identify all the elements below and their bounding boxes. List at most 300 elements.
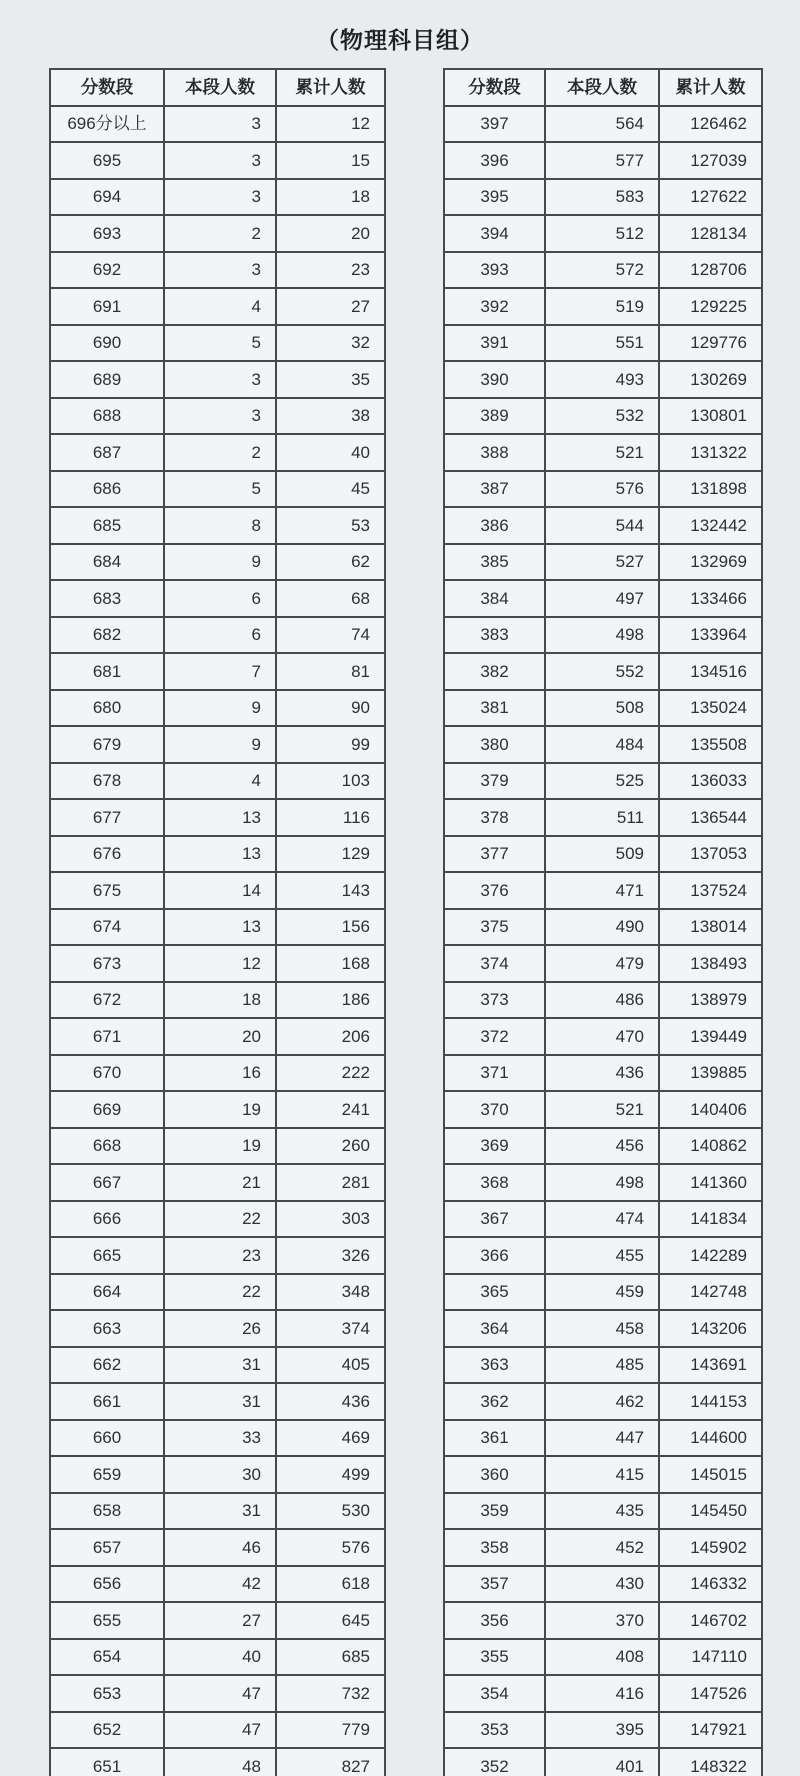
cell-cumulative-count: 147921 [659,1712,762,1749]
cell-segment-count: 521 [545,434,659,471]
cell-segment-count: 20 [164,1018,276,1055]
cell-score-range: 656 [50,1566,164,1603]
cell-segment-count: 430 [545,1566,659,1603]
table-row [444,799,762,836]
cell-score-range: 662 [50,1347,164,1384]
table-row [50,909,385,946]
cell-segment-count: 12 [164,945,276,982]
table-row [50,1529,385,1566]
cell-score-range: 696分以上 [50,106,164,143]
table-row [50,1201,385,1238]
cell-score-range: 388 [444,434,545,471]
cell-score-range: 376 [444,872,545,909]
cell-score-range: 380 [444,726,545,763]
table-row [444,1712,762,1749]
cell-cumulative-count: 140862 [659,1128,762,1165]
cell-score-range: 674 [50,909,164,946]
cell-cumulative-count: 103 [276,763,385,800]
cell-score-range: 397 [444,106,545,143]
cell-segment-count: 544 [545,507,659,544]
table-row [444,1237,762,1274]
cell-cumulative-count: 348 [276,1274,385,1311]
cell-segment-count: 4 [164,763,276,800]
column-header: 分数段 [444,69,545,106]
cell-segment-count: 5 [164,325,276,362]
cell-score-range: 369 [444,1128,545,1165]
cell-cumulative-count: 142748 [659,1274,762,1311]
cell-segment-count: 13 [164,836,276,873]
cell-score-range: 358 [444,1529,545,1566]
table-row [50,1602,385,1639]
cell-cumulative-count: 132442 [659,507,762,544]
cell-segment-count: 2 [164,215,276,252]
cell-score-range: 688 [50,398,164,435]
table-row [444,1602,762,1639]
cell-cumulative-count: 128706 [659,252,762,289]
cell-segment-count: 456 [545,1128,659,1165]
cell-segment-count: 551 [545,325,659,362]
cell-score-range: 670 [50,1055,164,1092]
cell-cumulative-count: 139449 [659,1018,762,1055]
table-row [444,982,762,1019]
cell-segment-count: 395 [545,1712,659,1749]
cell-segment-count: 9 [164,726,276,763]
table-row [444,179,762,216]
table-row [444,1055,762,1092]
cell-cumulative-count: 685 [276,1639,385,1676]
cell-segment-count: 5 [164,471,276,508]
table-row [50,726,385,763]
cell-score-range: 675 [50,872,164,909]
cell-score-range: 364 [444,1310,545,1347]
cell-cumulative-count: 405 [276,1347,385,1384]
table-row [444,106,762,143]
table-row [444,909,762,946]
cell-score-range: 393 [444,252,545,289]
cell-cumulative-count: 146332 [659,1566,762,1603]
cell-cumulative-count: 32 [276,325,385,362]
table-row [444,142,762,179]
cell-segment-count: 33 [164,1420,276,1457]
cell-cumulative-count: 40 [276,434,385,471]
cell-score-range: 381 [444,690,545,727]
cell-segment-count: 436 [545,1055,659,1092]
cell-score-range: 692 [50,252,164,289]
cell-segment-count: 4 [164,288,276,325]
table-row [444,1164,762,1201]
cell-segment-count: 485 [545,1347,659,1384]
cell-cumulative-count: 145450 [659,1493,762,1530]
cell-segment-count: 576 [545,471,659,508]
cell-segment-count: 370 [545,1602,659,1639]
cell-score-range: 394 [444,215,545,252]
cell-segment-count: 3 [164,179,276,216]
cell-cumulative-count: 146702 [659,1602,762,1639]
cell-cumulative-count: 129776 [659,325,762,362]
cell-segment-count: 19 [164,1128,276,1165]
cell-segment-count: 479 [545,945,659,982]
cell-score-range: 658 [50,1493,164,1530]
cell-cumulative-count: 20 [276,215,385,252]
score-table-left [49,68,386,1776]
cell-cumulative-count: 27 [276,288,385,325]
cell-segment-count: 3 [164,106,276,143]
cell-score-range: 684 [50,544,164,581]
table-row [50,617,385,654]
cell-cumulative-count: 281 [276,1164,385,1201]
column-header: 本段人数 [164,69,276,106]
table-row [444,1128,762,1165]
cell-score-range: 677 [50,799,164,836]
cell-segment-count: 470 [545,1018,659,1055]
cell-segment-count: 583 [545,179,659,216]
cell-segment-count: 18 [164,982,276,1019]
cell-cumulative-count: 147526 [659,1675,762,1712]
cell-segment-count: 486 [545,982,659,1019]
cell-cumulative-count: 499 [276,1456,385,1493]
cell-segment-count: 497 [545,580,659,617]
table-row [50,799,385,836]
table-row [444,544,762,581]
cell-cumulative-count: 129 [276,836,385,873]
cell-segment-count: 532 [545,398,659,435]
cell-score-range: 691 [50,288,164,325]
cell-segment-count: 493 [545,361,659,398]
cell-score-range: 392 [444,288,545,325]
cell-cumulative-count: 15 [276,142,385,179]
cell-cumulative-count: 469 [276,1420,385,1457]
cell-segment-count: 22 [164,1274,276,1311]
cell-segment-count: 512 [545,215,659,252]
cell-cumulative-count: 35 [276,361,385,398]
table-row [50,434,385,471]
score-table-right [443,68,763,1776]
table-row [444,1420,762,1457]
cell-score-range: 385 [444,544,545,581]
cell-segment-count: 415 [545,1456,659,1493]
cell-cumulative-count: 530 [276,1493,385,1530]
column-header: 累计人数 [659,69,762,106]
cell-cumulative-count: 143 [276,872,385,909]
table-row [50,1091,385,1128]
cell-segment-count: 8 [164,507,276,544]
table-row [444,325,762,362]
cell-cumulative-count: 132969 [659,544,762,581]
cell-score-range: 668 [50,1128,164,1165]
table-row [50,544,385,581]
cell-cumulative-count: 135024 [659,690,762,727]
cell-segment-count: 3 [164,142,276,179]
cell-cumulative-count: 53 [276,507,385,544]
cell-cumulative-count: 62 [276,544,385,581]
cell-segment-count: 31 [164,1383,276,1420]
cell-cumulative-count: 576 [276,1529,385,1566]
cell-score-range: 676 [50,836,164,873]
cell-cumulative-count: 139885 [659,1055,762,1092]
table-row [444,653,762,690]
cell-segment-count: 21 [164,1164,276,1201]
table-row [444,1529,762,1566]
cell-segment-count: 42 [164,1566,276,1603]
table-row [444,252,762,289]
table-row [444,471,762,508]
cell-score-range: 672 [50,982,164,1019]
cell-segment-count: 47 [164,1675,276,1712]
table-row [444,872,762,909]
cell-score-range: 657 [50,1529,164,1566]
cell-cumulative-count: 138979 [659,982,762,1019]
cell-score-range: 354 [444,1675,545,1712]
cell-cumulative-count: 141834 [659,1201,762,1238]
cell-segment-count: 13 [164,909,276,946]
cell-cumulative-count: 618 [276,1566,385,1603]
cell-segment-count: 521 [545,1091,659,1128]
cell-cumulative-count: 45 [276,471,385,508]
cell-segment-count: 30 [164,1456,276,1493]
cell-score-range: 655 [50,1602,164,1639]
cell-score-range: 663 [50,1310,164,1347]
cell-cumulative-count: 129225 [659,288,762,325]
cell-segment-count: 519 [545,288,659,325]
cell-score-range: 671 [50,1018,164,1055]
cell-score-range: 654 [50,1639,164,1676]
table-row [444,1274,762,1311]
cell-score-range: 359 [444,1493,545,1530]
cell-cumulative-count: 18 [276,179,385,216]
cell-cumulative-count: 133964 [659,617,762,654]
cell-segment-count: 498 [545,617,659,654]
table-row [444,288,762,325]
table-row [50,325,385,362]
cell-score-range: 666 [50,1201,164,1238]
table-row [444,1748,762,1776]
cell-cumulative-count: 99 [276,726,385,763]
cell-segment-count: 7 [164,653,276,690]
cell-score-range: 651 [50,1748,164,1776]
table-row [50,1748,385,1776]
cell-cumulative-count: 147110 [659,1639,762,1676]
cell-cumulative-count: 134516 [659,653,762,690]
cell-cumulative-count: 133466 [659,580,762,617]
cell-segment-count: 16 [164,1055,276,1092]
table-row [50,1383,385,1420]
cell-cumulative-count: 136033 [659,763,762,800]
cell-segment-count: 490 [545,909,659,946]
table-row [444,434,762,471]
cell-score-range: 695 [50,142,164,179]
cell-cumulative-count: 135508 [659,726,762,763]
cell-cumulative-count: 127039 [659,142,762,179]
table-row [444,690,762,727]
table-row [444,1091,762,1128]
table-row [50,945,385,982]
cell-cumulative-count: 90 [276,690,385,727]
cell-cumulative-count: 126462 [659,106,762,143]
table-row [50,653,385,690]
column-header: 分数段 [50,69,164,106]
cell-score-range: 685 [50,507,164,544]
cell-score-range: 687 [50,434,164,471]
cell-cumulative-count: 145902 [659,1529,762,1566]
cell-segment-count: 527 [545,544,659,581]
table-row [50,982,385,1019]
cell-cumulative-count: 128134 [659,215,762,252]
page-title: （物理科目组） [316,27,484,53]
cell-segment-count: 3 [164,398,276,435]
table-row [50,1566,385,1603]
table-row [444,836,762,873]
cell-cumulative-count: 148322 [659,1748,762,1776]
table-row [50,1128,385,1165]
table-row [50,1237,385,1274]
cell-segment-count: 508 [545,690,659,727]
cell-segment-count: 48 [164,1748,276,1776]
cell-score-range: 686 [50,471,164,508]
cell-segment-count: 22 [164,1201,276,1238]
table-row [50,361,385,398]
cell-score-range: 389 [444,398,545,435]
table-row [444,1347,762,1384]
cell-segment-count: 462 [545,1383,659,1420]
cell-score-range: 683 [50,580,164,617]
table-row [444,726,762,763]
cell-cumulative-count: 138493 [659,945,762,982]
cell-cumulative-count: 156 [276,909,385,946]
cell-segment-count: 13 [164,799,276,836]
table-row [444,1310,762,1347]
cell-cumulative-count: 732 [276,1675,385,1712]
table-row [50,1420,385,1457]
cell-segment-count: 2 [164,434,276,471]
cell-segment-count: 401 [545,1748,659,1776]
cell-segment-count: 552 [545,653,659,690]
cell-segment-count: 509 [545,836,659,873]
cell-segment-count: 27 [164,1602,276,1639]
table-row [50,872,385,909]
cell-segment-count: 458 [545,1310,659,1347]
cell-score-range: 377 [444,836,545,873]
cell-cumulative-count: 127622 [659,179,762,216]
cell-score-range: 374 [444,945,545,982]
table-row [50,252,385,289]
cell-score-range: 693 [50,215,164,252]
cell-cumulative-count: 144600 [659,1420,762,1457]
table-row [50,288,385,325]
table-row [444,1493,762,1530]
cell-cumulative-count: 186 [276,982,385,1019]
cell-segment-count: 447 [545,1420,659,1457]
cell-score-range: 391 [444,325,545,362]
cell-segment-count: 9 [164,690,276,727]
cell-score-range: 367 [444,1201,545,1238]
cell-score-range: 390 [444,361,545,398]
cell-cumulative-count: 326 [276,1237,385,1274]
cell-cumulative-count: 68 [276,580,385,617]
table-row [50,836,385,873]
table-row [444,1383,762,1420]
cell-cumulative-count: 130801 [659,398,762,435]
table-row [444,763,762,800]
cell-segment-count: 14 [164,872,276,909]
table-row [50,580,385,617]
cell-cumulative-count: 74 [276,617,385,654]
cell-score-range: 355 [444,1639,545,1676]
cell-cumulative-count: 137524 [659,872,762,909]
cell-cumulative-count: 140406 [659,1091,762,1128]
table-row [50,1639,385,1676]
cell-cumulative-count: 374 [276,1310,385,1347]
table-row [50,1493,385,1530]
table-row [50,1018,385,1055]
cell-score-range: 689 [50,361,164,398]
cell-score-range: 669 [50,1091,164,1128]
cell-score-range: 664 [50,1274,164,1311]
cell-segment-count: 47 [164,1712,276,1749]
cell-segment-count: 23 [164,1237,276,1274]
cell-segment-count: 416 [545,1675,659,1712]
table-row [50,471,385,508]
cell-segment-count: 498 [545,1164,659,1201]
cell-score-range: 680 [50,690,164,727]
cell-segment-count: 9 [164,544,276,581]
cell-cumulative-count: 303 [276,1201,385,1238]
cell-cumulative-count: 436 [276,1383,385,1420]
table-row [444,1566,762,1603]
cell-cumulative-count: 12 [276,106,385,143]
cell-score-range: 375 [444,909,545,946]
cell-segment-count: 511 [545,799,659,836]
table-row [50,142,385,179]
table-row [444,1675,762,1712]
table-row [50,1274,385,1311]
cell-score-range: 665 [50,1237,164,1274]
cell-segment-count: 26 [164,1310,276,1347]
cell-cumulative-count: 130269 [659,361,762,398]
cell-score-range: 362 [444,1383,545,1420]
table-row [50,1456,385,1493]
cell-segment-count: 452 [545,1529,659,1566]
cell-segment-count: 577 [545,142,659,179]
cell-score-range: 396 [444,142,545,179]
cell-score-range: 690 [50,325,164,362]
cell-segment-count: 31 [164,1347,276,1384]
cell-cumulative-count: 144153 [659,1383,762,1420]
cell-score-range: 353 [444,1712,545,1749]
header-row [50,69,385,106]
table-row [444,1201,762,1238]
table-row [444,945,762,982]
cell-score-range: 352 [444,1748,545,1776]
table-row [50,1347,385,1384]
table-row [50,690,385,727]
cell-score-range: 371 [444,1055,545,1092]
cell-score-range: 661 [50,1383,164,1420]
cell-score-range: 368 [444,1164,545,1201]
cell-cumulative-count: 81 [276,653,385,690]
table-row [444,215,762,252]
cell-score-range: 370 [444,1091,545,1128]
cell-score-range: 659 [50,1456,164,1493]
cell-score-range: 357 [444,1566,545,1603]
cell-cumulative-count: 138014 [659,909,762,946]
cell-segment-count: 525 [545,763,659,800]
table-row [444,1639,762,1676]
table-row [444,361,762,398]
table-row [50,215,385,252]
table-row [444,580,762,617]
cell-cumulative-count: 141360 [659,1164,762,1201]
cell-cumulative-count: 168 [276,945,385,982]
